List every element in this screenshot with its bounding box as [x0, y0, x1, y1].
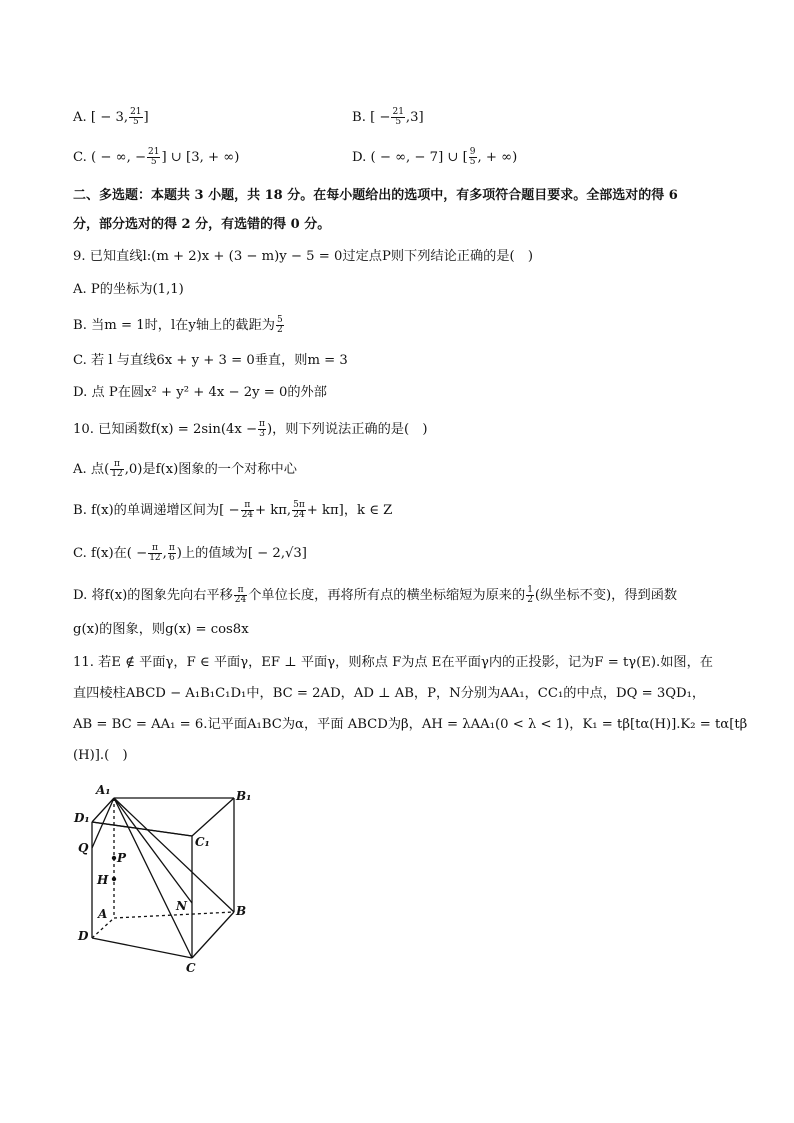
q11-line3: AB = BC = AA₁ = 6.记平面A₁BC为α，平面 ABCD为β，AH = λAA₁(0 < λ < 1)，K₁ = tβ[tα(H)].K₂ = tα[tβ [73, 717, 748, 732]
q11-line1: 11. 若E ∉ 平面γ，F ∈ 平面γ，EF ⊥ 平面γ，则称点 F为点 E在平面γ内的正投影，记为F = tγ(E).如图，在 [73, 655, 713, 670]
fraction-num: 5 [276, 315, 283, 325]
fraction [292, 501, 306, 520]
fraction [469, 148, 477, 167]
q11-line4: (H)].( ) [73, 748, 128, 763]
fraction-den: 5 [469, 157, 476, 167]
fraction [148, 544, 161, 563]
q9-option-c: C. 若 l 与直线6x + y + 3 = 0垂直，则m = 3 [73, 353, 348, 368]
fraction-den: 2 [276, 325, 283, 335]
q9-option-b [73, 316, 285, 336]
fraction [147, 148, 160, 167]
option-text: (纵坐标不变)，得到函数 [534, 588, 678, 603]
q9-option-a: A. P的坐标为(1,1) [73, 282, 184, 297]
option-text: D. 将f(x)的图象先向右平移 [73, 588, 233, 603]
edge-cb [192, 912, 234, 958]
fraction-num: π [259, 419, 265, 429]
q10-option-d [73, 586, 677, 606]
edge-dc [92, 938, 192, 958]
fraction [526, 586, 534, 605]
fraction-num: 5π [293, 500, 305, 510]
fraction-den: 12 [149, 553, 161, 563]
section-heading-line2: 分，部分选对的得 2 分，有选错的得 0 分。 [73, 217, 331, 232]
stem-text: )，则下列说法正确的是( ) [266, 422, 428, 437]
fraction-den: 2 [527, 595, 533, 605]
q10-option-b [73, 501, 392, 521]
option-text: C. f(x)在( − [73, 546, 148, 561]
label-h: H [97, 873, 109, 887]
fraction-num: π [148, 544, 161, 554]
label-q: Q [78, 841, 89, 855]
option-text: B. [ − [352, 110, 391, 125]
point-p [112, 856, 116, 860]
fraction-den: 12 [111, 469, 123, 479]
q8-option-c [73, 148, 239, 168]
q10-option-a [73, 460, 297, 480]
option-text: 个单位长度，再将所有点的横坐标缩短为原来的 [248, 588, 526, 603]
q10-option-d-line2: g(x)的图象，则g(x) = cos8x [73, 622, 249, 637]
option-text: C. ( − ∞, − [73, 150, 147, 165]
fraction-den: 24 [293, 510, 305, 520]
edge-a1c [114, 798, 192, 958]
option-text: ] [143, 110, 149, 125]
option-text: + kπ]，k ∈ Z [306, 503, 393, 518]
fraction-num: 1 [527, 585, 533, 595]
fraction-num: 21 [148, 147, 160, 157]
fraction-den: 3 [259, 429, 265, 439]
label-c: C [186, 961, 196, 975]
option-text: A. [ − 3, [73, 110, 129, 125]
option-text: A. 点( [73, 462, 110, 477]
fraction-num: π [241, 501, 254, 511]
label-c1: C₁ [195, 835, 210, 849]
fraction-den: 5 [132, 117, 139, 127]
label-a: A [98, 907, 108, 921]
option-text: , [162, 546, 167, 561]
q9-stem: 9. 已知直线l:(m + 2)x + (3 − m)y − 5 = 0过定点P则下列结论正确的是( ) [73, 249, 533, 264]
fraction-den: 5 [150, 157, 157, 167]
fraction [168, 544, 176, 563]
q10-option-c [73, 544, 307, 564]
fraction-den: 24 [234, 595, 247, 605]
q8-option-d [352, 148, 517, 168]
fraction-num: π [234, 586, 247, 596]
option-text: ,0)是f(x)图象的一个对称中心 [124, 462, 297, 477]
fraction [258, 420, 266, 439]
fraction-den: 5 [395, 117, 402, 127]
q8-option-a [73, 108, 149, 128]
q11-line2: 直四棱柱ABCD − A₁B₁C₁D₁中，BC = 2AD，AD ⊥ AB，P，N分别为AA₁，CC₁的中点，DQ = 3QD₁， [73, 686, 706, 701]
option-text: B. 当m = 1时，l在y轴上的截距为 [73, 318, 275, 333]
fraction [241, 501, 254, 520]
stem-text: 10. 已知函数f(x) = 2sin(4x − [73, 422, 258, 437]
section-heading-line1: 二、多选题：本题共 3 小题，共 18 分。在每小题给出的选项中，有多项符合题目要求。全部选对的得 6 [73, 188, 678, 203]
option-text: B. f(x)的单调递增区间为[ − [73, 503, 240, 518]
label-p: P [117, 851, 127, 865]
edge-ab [114, 912, 234, 918]
label-n: N [176, 899, 187, 913]
label-a1: A₁ [96, 783, 111, 797]
fraction [129, 108, 142, 127]
option-text: ,3] [405, 110, 424, 125]
fraction-num: 9 [469, 147, 476, 157]
prism-figure [70, 778, 256, 976]
q10-stem [73, 420, 427, 440]
q9-option-d: D. 点 P在圆x² + y² + 4x − 2y = 0的外部 [73, 385, 327, 400]
label-b1: B₁ [236, 789, 252, 803]
option-text: + kπ, [255, 503, 292, 518]
fraction [234, 586, 247, 605]
edge-b1c1 [192, 798, 234, 836]
edge-da [92, 918, 114, 938]
option-text: ] ∪ [3, + ∞) [161, 150, 240, 165]
label-b: B [236, 904, 247, 918]
fraction-num: 21 [130, 107, 142, 117]
fraction-num: 21 [392, 107, 404, 117]
label-d: D [78, 929, 89, 943]
fraction [110, 460, 123, 479]
fraction [276, 316, 284, 335]
fraction-num: π [168, 543, 175, 553]
option-text: D. ( − ∞, − 7] ∪ [ [352, 150, 468, 165]
fraction-num: π [110, 460, 123, 470]
point-h [112, 877, 116, 881]
option-text: , + ∞) [477, 150, 518, 165]
label-d1: D₁ [74, 811, 90, 825]
option-text: )上的值域为[ − 2,√3] [176, 546, 307, 561]
q8-option-b [352, 108, 424, 128]
fraction-den: 6 [168, 553, 175, 563]
fraction-den: 24 [241, 510, 254, 520]
edge-a1d1 [92, 798, 114, 822]
fraction [391, 108, 404, 127]
